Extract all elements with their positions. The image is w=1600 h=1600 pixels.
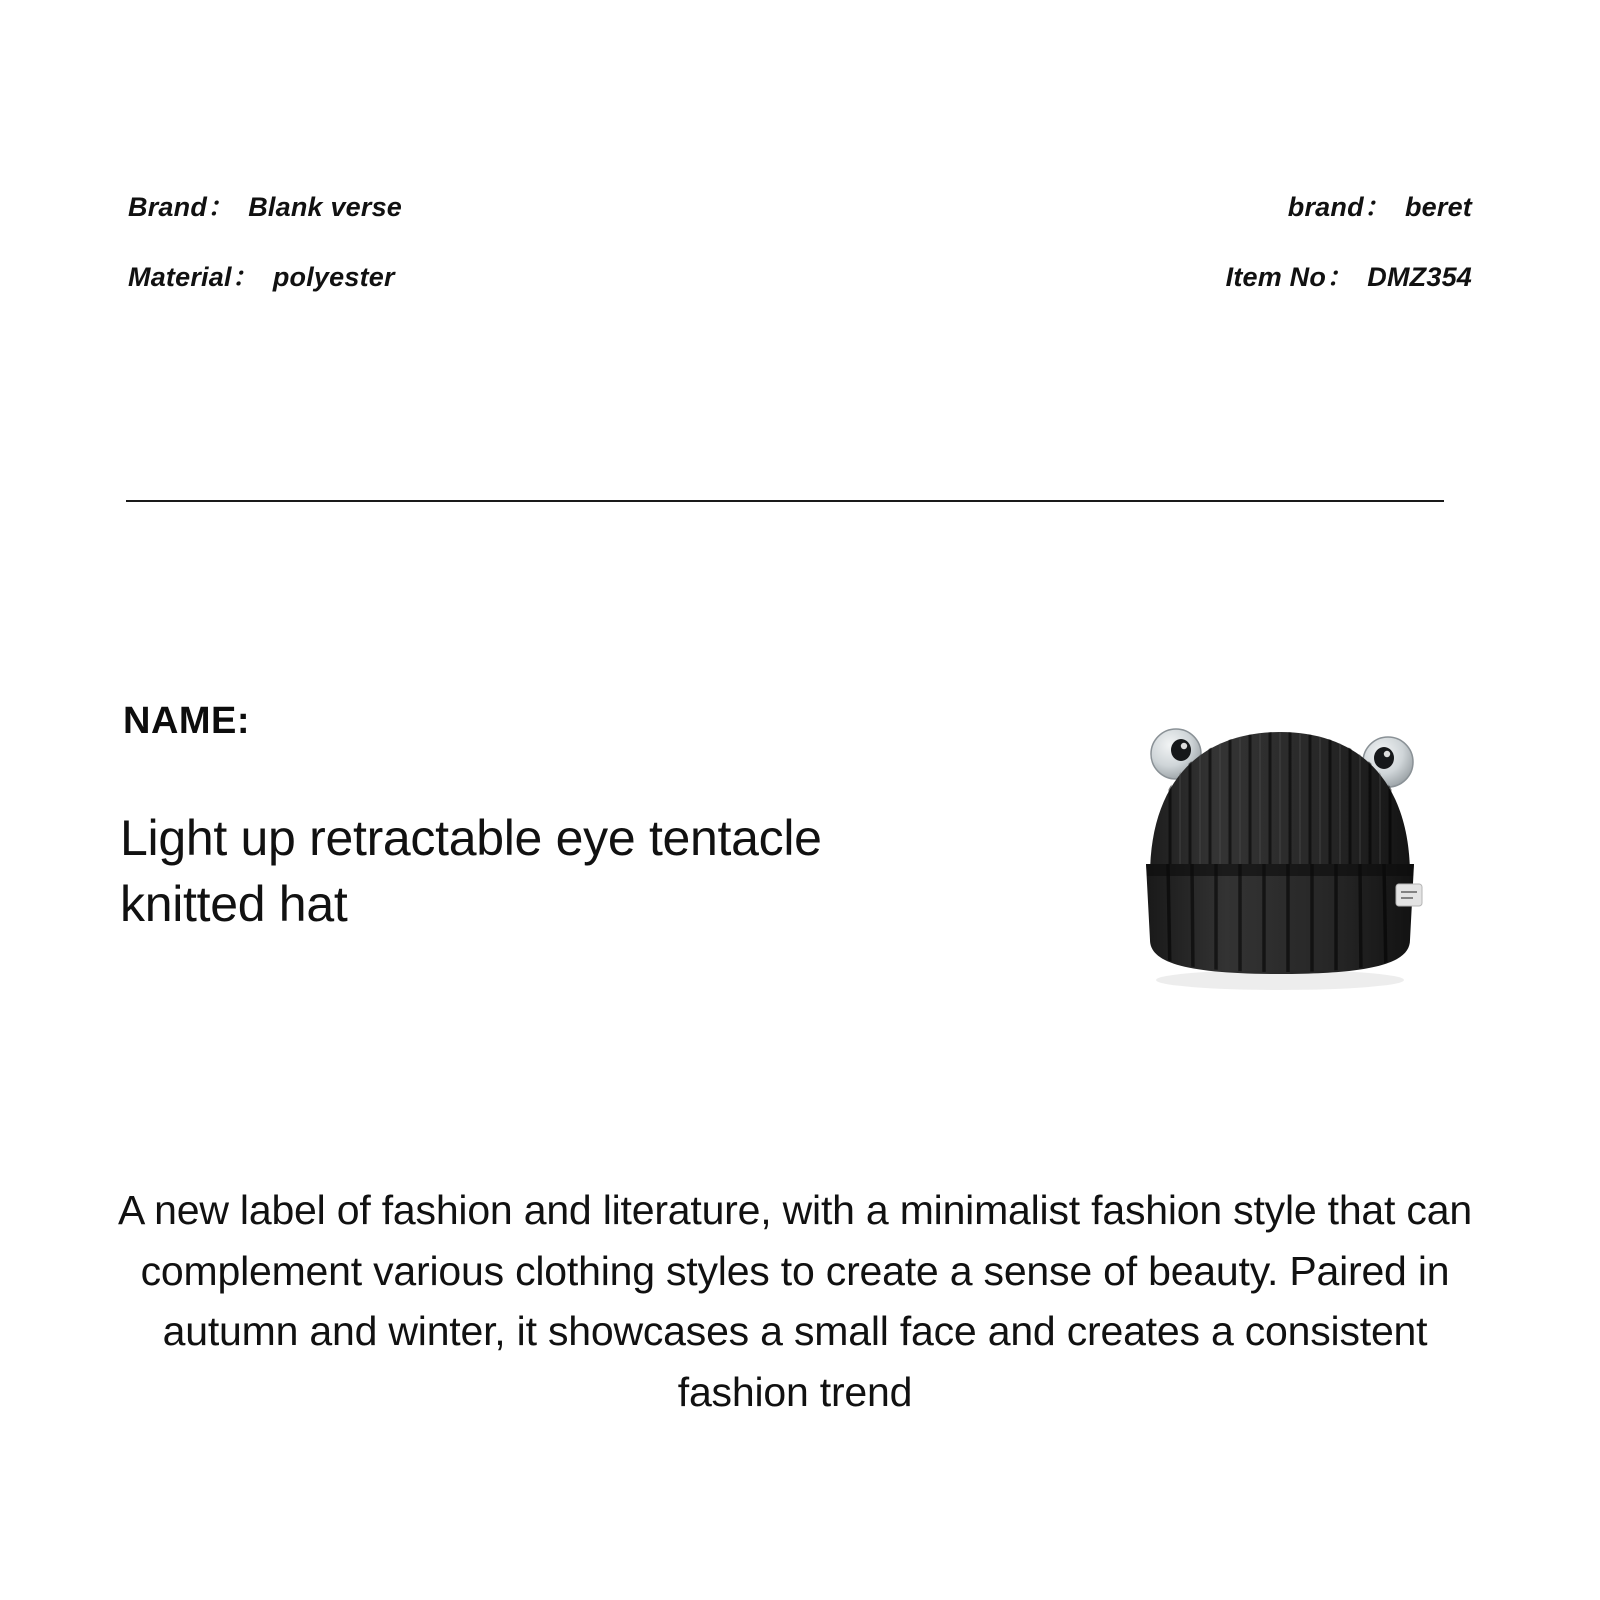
spec-item-no bbox=[1226, 255, 1472, 294]
spec-brand bbox=[128, 185, 402, 224]
name-block bbox=[120, 700, 900, 937]
product-name: Light up retractable eye tentacle knitted hat bbox=[120, 810, 822, 932]
spec-brand-label: Brand： bbox=[128, 192, 235, 222]
product-description: A new label of fashion and literature, with a minimalist fashion style that can complement various clothing styles to create a sense of beauty. Paired in autumn and winter, it showcases a small face and creates a consistent fashion trend bbox=[118, 1187, 1472, 1416]
spec-material-label: Material： bbox=[128, 262, 259, 292]
product-image bbox=[1080, 640, 1480, 1040]
brand-tag bbox=[1396, 884, 1422, 906]
spec-material-value: polyester bbox=[272, 262, 395, 292]
spec-row bbox=[128, 185, 1472, 255]
beanie-illustration bbox=[1080, 640, 1480, 1040]
spec-brand-value: Blank verse bbox=[248, 192, 403, 222]
spec-item-no-value: DMZ354 bbox=[1367, 262, 1472, 292]
spec-header bbox=[128, 185, 1472, 325]
spec-brand-type-label: brand： bbox=[1287, 192, 1391, 222]
section-divider bbox=[126, 500, 1444, 502]
spec-row bbox=[128, 255, 1472, 325]
spec-brand-type bbox=[1288, 185, 1472, 224]
name-label: NAME: bbox=[123, 700, 251, 742]
spec-item-no-label: Item No： bbox=[1225, 262, 1354, 292]
spec-brand-type-value: beret bbox=[1404, 192, 1472, 222]
spec-material bbox=[128, 255, 395, 294]
